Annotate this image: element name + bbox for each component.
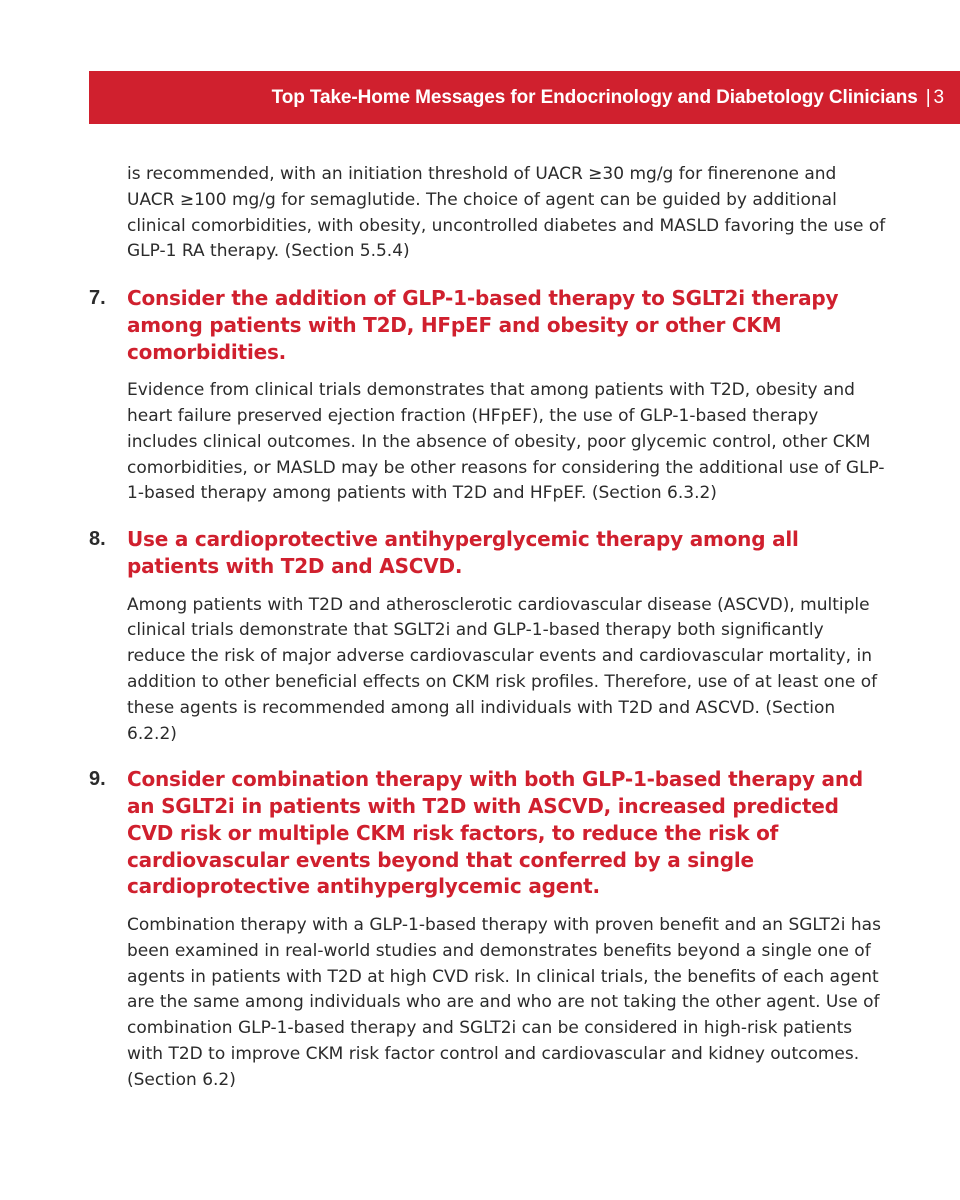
item-heading: Use a cardioprotective antihyperglycemic therapy among all patients with T2D and ASCVD.	[127, 527, 799, 578]
item-body: Evidence from clinical trials demonstrates that among patients with T2D, obesity and heart failure preserved ejection fraction (HFpEF), the use of GLP-1-based therapy includes clinical outcomes. In the absence of obesity, poor glycemic control, other CKM comorbidities, or MASLD may be other reasons for considering the additional use of GLP-1-based therapy among patients with T2D and HFpEF. (Section 6.3.2)	[127, 380, 885, 504]
item-number: 7.	[89, 287, 106, 310]
header-separator: |	[925, 87, 931, 108]
page-header-band	[89, 71, 960, 124]
item-number: 9.	[89, 768, 106, 791]
take-home-item-7	[89, 285, 887, 507]
item-body: Combination therapy with a GLP-1-based therapy with proven benefit and an SGLT2i has been examined in real-world studies and demonstrates benefits beyond a single one of agents in patients with T2D at high CVD risk. In clinical trials, the benefits of each agent are the same among individuals who are and who are not taking the other agent. Use of combination GLP-1-based therapy and SGLT2i can be considered in high-risk patients with T2D to improve CKM risk factor control and cardiovascular and kidney outcomes. (Section 6.2)	[127, 914, 881, 1090]
item-body: Among patients with T2D and atherosclerotic cardiovascular disease (ASCVD), multiple clinical trials demonstrate that SGLT2i and GLP-1-based therapy both significantly reduce the risk of major adverse cardiovascular events and cardiovascular mortality, in addition to other beneficial effects on CKM risk profiles. Therefore, use of at least one of these agents is recommended among all individuals with T2D and ASCVD. (Section 6.2.2)	[127, 594, 878, 744]
item-heading: Consider the addition of GLP-1-based therapy to SGLT2i therapy among patients with T2D, HFpEF and obesity or other CKM comorbidities.	[127, 286, 839, 364]
page-header	[272, 71, 944, 124]
intro-paragraph: is recommended, with an initiation threshold of UACR ≥30 mg/g for finerenone and UACR ≥100 mg/g for semaglutide. The choice of agent can be guided by additional clinical comorbidities, with obesity, uncontrolled diabetes and MASLD favoring the use of GLP-1 RA therapy. (Section 5.5.4)	[127, 164, 886, 262]
page-number: 3	[933, 87, 944, 108]
take-home-item-9	[89, 766, 887, 1093]
take-home-item-8	[89, 526, 887, 747]
header-title: Top Take-Home Messages for Endocrinology and Diabetology Clinicians	[271, 87, 918, 108]
document-body	[89, 162, 887, 1113]
item-heading: Consider combination therapy with both GLP-1-based therapy and an SGLT2i in patients with T2D with ASCVD, increased predicted CVD risk or multiple CKM risk factors, to reduce the risk of cardiovascular events beyond that conferred by a single cardioprotective antihyperglycemic agent.	[127, 767, 864, 899]
item-number: 8.	[89, 528, 106, 551]
